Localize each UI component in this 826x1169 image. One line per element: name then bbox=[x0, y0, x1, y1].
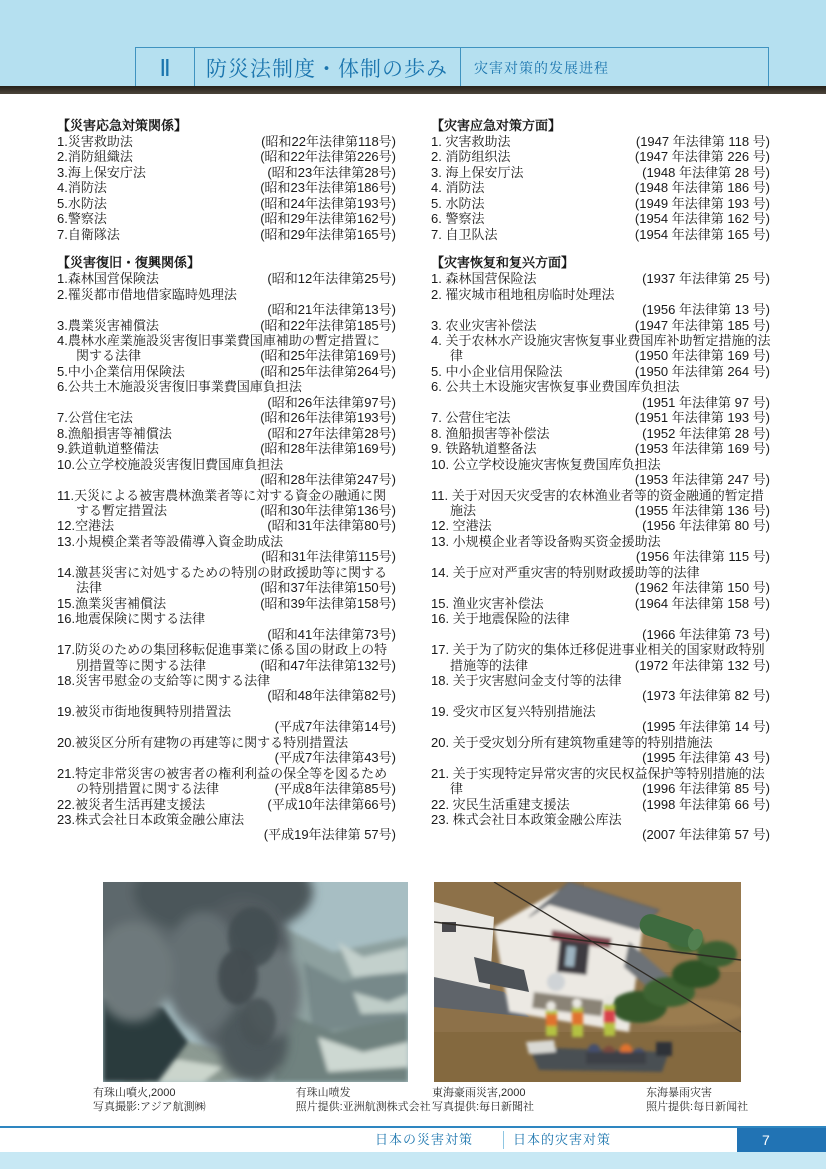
law-line: 律 (1996 年法律第 85 号) bbox=[450, 781, 770, 797]
law-line: 10.公立学校施設災害復旧費国庫負担法 bbox=[57, 456, 284, 472]
law-line: 5. 中小企业信用保险法 (1950 年法律第 264 号) bbox=[431, 363, 770, 379]
law-line: 7.公営住宅法 (昭和26年法律第193号) bbox=[57, 410, 396, 426]
law-line: 7. 自卫队法 (1954 年法律第 165 号) bbox=[431, 226, 770, 242]
law-line: 1. 灾害救助法 (1947 年法律第 118 号) bbox=[431, 134, 770, 149]
law-line: (平成19年法律第 57号) bbox=[263, 827, 396, 843]
law-line: 15.漁業災害補償法 (昭和39年法律第158号) bbox=[57, 595, 396, 611]
law-line: 21.特定非常災害の被害者の権利利益の保全等を図るため bbox=[57, 765, 388, 781]
caption-credit: 写真撮影:アジア航測㈱ bbox=[93, 1101, 206, 1113]
page-header bbox=[0, 0, 826, 86]
section-heading: 【災害応急対策関係】 bbox=[57, 118, 188, 133]
law-line: 19. 受灾市区复兴特别措施法 bbox=[431, 703, 596, 719]
caption-credit: 照片提供:亚洲航测株式会社 bbox=[295, 1101, 431, 1113]
photo-caption bbox=[93, 1086, 431, 1114]
law-list-japanese bbox=[57, 118, 396, 843]
law-line: 9.鉄道軌道整備法 (昭和28年法律第169号) bbox=[57, 441, 396, 457]
law-line: 2. 消防组织法 (1947 年法律第 226 号) bbox=[431, 149, 770, 165]
law-line: 17. 关于为了防灾的集体迁移促进事业相关的国家财政特别 bbox=[431, 642, 765, 658]
law-line: (平成7年法律第43号) bbox=[274, 750, 396, 766]
footer-band bbox=[0, 1152, 826, 1169]
law-line: 2. 罹灾城市租地租房临时处理法 bbox=[431, 286, 615, 302]
caption-credit: 写真提供:毎日新聞社 bbox=[432, 1101, 535, 1113]
law-line: 16.地震保険に関する法律 bbox=[57, 611, 206, 627]
law-line: 11.天災による被害農林漁業者等に対する資金の融通に関 bbox=[57, 487, 387, 503]
footer-divider bbox=[503, 1131, 504, 1149]
law-line: 18. 关于灾害慰问金支付等的法律 bbox=[431, 672, 622, 688]
chapter-title-japanese: 防災法制度・体制の歩み bbox=[206, 58, 448, 81]
law-line: 20.被災区分所有建物の再建等に関する特別措置法 bbox=[57, 734, 349, 750]
chapter-title-box bbox=[135, 47, 769, 89]
footer-title-japanese: 日本の災害対策 bbox=[374, 1132, 473, 1147]
caption-japanese bbox=[432, 1086, 534, 1114]
law-line: 13.小規模企業者等設備導入資金助成法 bbox=[57, 533, 284, 549]
law-line: 4.農林水産業施設災害復旧事業費国庫補助の暫定措置に bbox=[57, 332, 380, 348]
law-line: 6.警察法 (昭和29年法律第162号) bbox=[57, 211, 396, 227]
photo-tokai-flood bbox=[432, 882, 749, 1114]
section-heading: 【灾害恢复和复兴方面】 bbox=[431, 255, 575, 271]
law-line: 6. 公共土木设施灾害恢复事业费国库负担法 bbox=[431, 379, 680, 395]
header-rule bbox=[0, 86, 826, 94]
law-line: 7.自衛隊法 (昭和29年法律第165号) bbox=[57, 226, 396, 242]
law-line: (1956 年法律第 115 号) bbox=[635, 549, 770, 565]
law-line: 4. 关于农林水产设施灾害恢复事业费国库补助暂定措施的法 bbox=[431, 332, 771, 348]
law-line: (昭和48年法律第82号) bbox=[267, 688, 396, 704]
law-line: 2.罹災都市借地借家臨時処理法 bbox=[57, 286, 237, 302]
law-line: 23.株式会社日本政策金融公庫法 bbox=[57, 812, 245, 828]
chapter-title-chinese: 灾害对策的发展进程 bbox=[474, 60, 609, 76]
law-line: 17.防災のための集団移転促進事業に係る国の財政上の特 bbox=[57, 642, 388, 658]
law-line: 5. 水防法 (1949 年法律第 193 号) bbox=[431, 195, 770, 211]
law-line: (昭和28年法律第247号) bbox=[260, 472, 396, 488]
caption-title: 東海豪雨災害,2000 bbox=[432, 1087, 526, 1099]
law-line: (1953 年法律第 247 号) bbox=[634, 472, 770, 488]
law-line: 1.森林国営保険法 (昭和12年法律第25号) bbox=[57, 271, 396, 287]
law-line: (1951 年法律第 97 号) bbox=[642, 394, 770, 410]
law-line: 18.災害弔慰金の支給等に関する法律 bbox=[57, 672, 271, 688]
law-line: 法律 (昭和37年法律第150号) bbox=[76, 580, 396, 596]
law-line: (1995 年法律第 43 号) bbox=[642, 750, 770, 766]
section-heading: 【災害復旧・復興関係】 bbox=[57, 255, 201, 271]
law-line: 11. 关于对因天灾受害的农林渔业者等的资金融通的暂定措 bbox=[431, 487, 764, 503]
flood-photo-image bbox=[434, 882, 741, 1082]
law-line: 15. 渔业灾害补偿法 (1964 年法律第 158 号) bbox=[431, 595, 770, 611]
law-line: 12. 空港法 (1956 年法律第 80 号) bbox=[431, 518, 770, 534]
law-line: 14. 关于应对严重灾害的特别财政援助等的法律 bbox=[431, 564, 700, 580]
law-line: の特別措置に関する法律 (平成8年法律第85号) bbox=[76, 781, 396, 797]
law-line: (1966 年法律第 73 号) bbox=[642, 626, 770, 642]
law-line: 16. 关于地震保险的法律 bbox=[431, 611, 570, 627]
law-line: 3.海上保安庁法 (昭和23年法律第28号) bbox=[57, 164, 396, 180]
law-line: (1962 年法律第 150 号) bbox=[634, 580, 770, 596]
photo-caption bbox=[432, 1086, 749, 1114]
law-line: 別措置等に関する法律 (昭和47年法律第132号) bbox=[76, 657, 396, 673]
caption-title: 东海暴雨灾害 bbox=[646, 1087, 713, 1099]
law-line: 8. 渔船损害等补偿法 (1952 年法律第 28 号) bbox=[431, 425, 770, 441]
law-line: 6.公共土木施設災害復旧事業費国庫負担法 bbox=[57, 379, 302, 395]
law-line: 2.消防組織法 (昭和22年法律第226号) bbox=[57, 149, 396, 165]
law-line: 1. 森林国营保险法 (1937 年法律第 25 号) bbox=[431, 271, 770, 287]
page-number: 7 bbox=[737, 1128, 826, 1152]
law-line: 関する法律 (昭和25年法律第169号) bbox=[76, 348, 396, 364]
law-line: 5.中小企業信用保険法 (昭和25年法律第264号) bbox=[57, 363, 396, 379]
law-list-chinese bbox=[431, 118, 770, 843]
caption-chinese bbox=[646, 1086, 748, 1114]
law-line: (昭和31年法律第115号) bbox=[261, 549, 396, 565]
law-line: 措施等的法律 (1972 年法律第 132 号) bbox=[450, 657, 770, 673]
law-line: 21. 关于实现特定异常灾害的灾民权益保护等特别措施的法 bbox=[431, 765, 765, 781]
law-line: (2007 年法律第 57 号) bbox=[642, 827, 770, 843]
law-line: 1.災害救助法 (昭和22年法律第118号) bbox=[57, 134, 396, 149]
law-line: 3.農業災害補償法 (昭和22年法律第185号) bbox=[57, 317, 396, 333]
law-line: 6. 警察法 (1954 年法律第 162 号) bbox=[431, 211, 770, 227]
caption-title: 有珠山噴火,2000 bbox=[93, 1087, 176, 1099]
law-line: 3. 农业灾害补偿法 (1947 年法律第 185 号) bbox=[431, 317, 770, 333]
law-line: (昭和21年法律第13号) bbox=[267, 302, 396, 318]
law-line: 4. 消防法 (1948 年法律第 186 号) bbox=[431, 180, 770, 196]
footer-title-chinese: 日本的灾害对策 bbox=[513, 1132, 612, 1147]
law-line: (昭和26年法律第97号) bbox=[267, 394, 396, 410]
law-line: する暫定措置法 (昭和30年法律第136号) bbox=[76, 502, 396, 518]
law-line: 3. 海上保安厅法 (1948 年法律第 28 号) bbox=[431, 164, 770, 180]
law-line: 9. 铁路轨道整备法 (1953 年法律第 169 号) bbox=[431, 441, 770, 457]
law-line: 律 (1950 年法律第 169 号) bbox=[450, 348, 770, 364]
law-line: 20. 关于受灾划分所有建筑物重建等的特别措施法 bbox=[431, 734, 713, 750]
caption-credit: 照片提供:每日新闻社 bbox=[646, 1101, 749, 1113]
section-heading: 【灾害应急对策方面】 bbox=[431, 118, 562, 133]
photo-usu-volcano bbox=[93, 882, 431, 1114]
caption-chinese bbox=[296, 1086, 431, 1114]
law-line: 14.激甚災害に対処するための特別の財政援助等に関する bbox=[57, 564, 388, 580]
page-footer bbox=[0, 1126, 826, 1152]
law-line: 5.水防法 (昭和24年法律第193号) bbox=[57, 195, 396, 211]
law-line: 施法 (1955 年法律第 136 号) bbox=[450, 502, 770, 518]
law-line: 23. 株式会社日本政策金融公库法 bbox=[431, 812, 622, 828]
law-line: (1956 年法律第 13 号) bbox=[642, 302, 770, 318]
law-line: 4.消防法 (昭和23年法律第186号) bbox=[57, 180, 396, 196]
law-line: 13. 小规模企业者等设备购买资金援助法 bbox=[431, 533, 661, 549]
caption-title: 有珠山喷发 bbox=[295, 1087, 351, 1099]
law-line: 19.被災市街地復興特別措置法 bbox=[57, 703, 232, 719]
chapter-number: Ⅱ bbox=[159, 55, 171, 81]
law-line: 12.空港法 (昭和31年法律第80号) bbox=[57, 518, 396, 534]
volcano-photo-image bbox=[103, 882, 408, 1082]
law-line: 7. 公营住宅法 (1951 年法律第 193 号) bbox=[431, 410, 770, 426]
law-line: 22. 灾民生活重建支援法 (1998 年法律第 66 号) bbox=[431, 796, 770, 812]
law-line: (平成7年法律第14号) bbox=[274, 719, 396, 735]
law-line: 22.被災者生活再建支援法 (平成10年法律第66号) bbox=[57, 796, 396, 812]
law-line: 10. 公立学校设施灾害恢复费国库负担法 bbox=[431, 456, 661, 472]
law-line: (1973 年法律第 82 号) bbox=[642, 688, 770, 704]
law-line: 8.漁船損害等補償法 (昭和27年法律第28号) bbox=[57, 425, 396, 441]
caption-japanese bbox=[93, 1086, 206, 1114]
law-line: (1995 年法律第 14 号) bbox=[642, 719, 770, 735]
law-line: (昭和41年法律第73号) bbox=[267, 626, 396, 642]
